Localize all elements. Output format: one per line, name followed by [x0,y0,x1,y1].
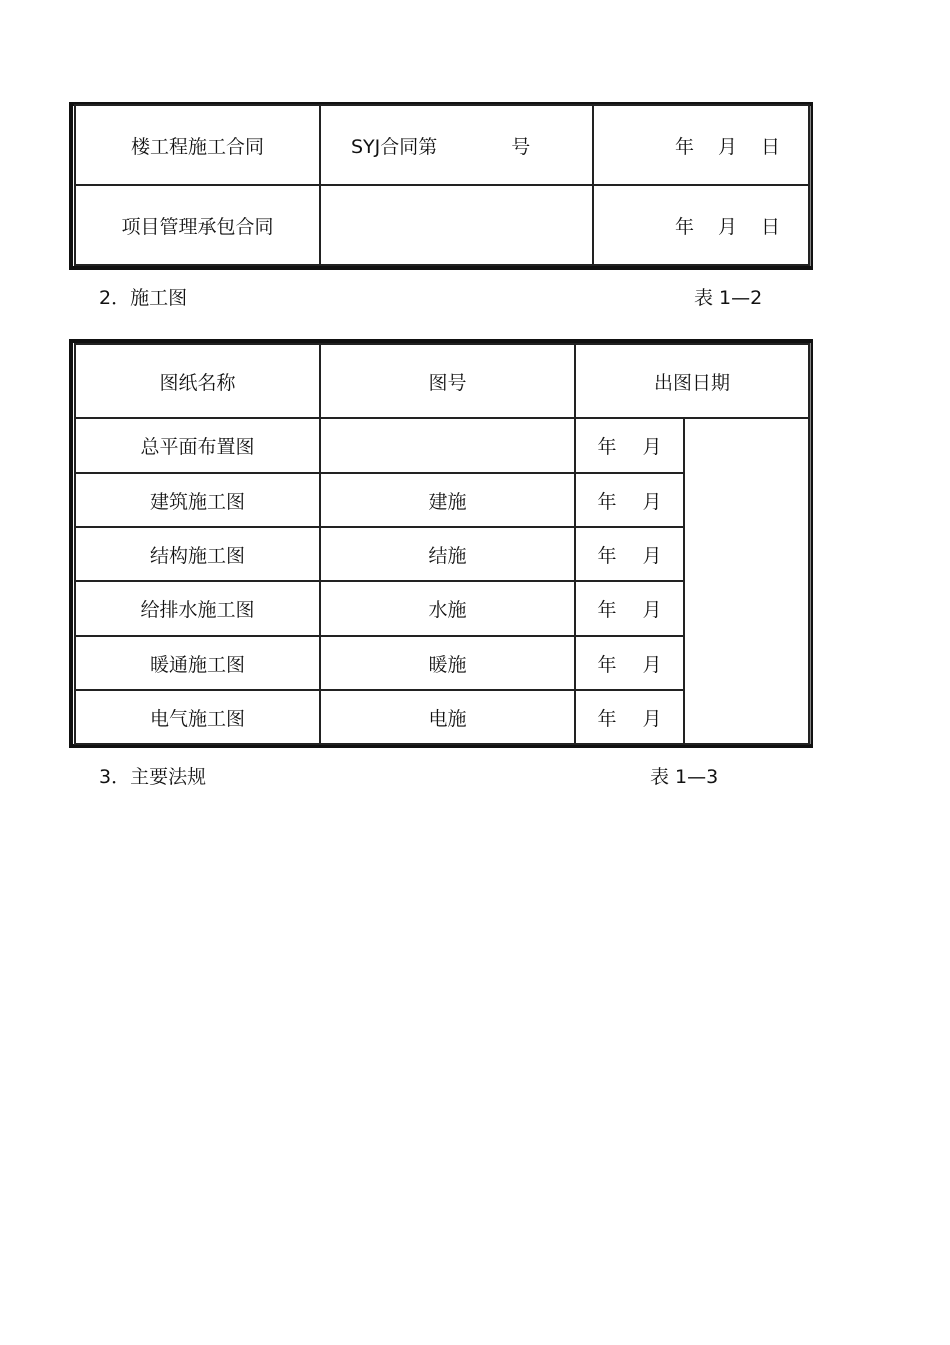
date-year: 年 [597,599,617,621]
section-2-table-number: 表 1—2 [694,287,763,309]
drawing-number: 电施 [320,690,575,744]
drawing-number: 水施 [320,581,575,636]
drawings-table [74,343,810,745]
date-month: 月 [717,135,737,158]
date-year: 年 [597,490,617,513]
date-year: 年 [597,544,617,567]
drawing-date [575,690,684,744]
date-month: 月 [717,215,737,238]
section-2-title: 2．施工图 [99,287,188,309]
date-year: 年 [597,707,617,730]
contract-table [74,104,810,266]
drawing-date [575,418,684,473]
date-day: 日 [760,215,780,238]
contract-name: 楼工程施工合同 [75,105,320,185]
drawing-number: 暖施 [320,636,575,690]
section-3-table-number: 表 1—3 [650,766,719,788]
drawing-date [575,527,684,581]
drawing-name: 总平面布置图 [75,418,320,473]
date-year: 年 [674,135,694,158]
date-month: 月 [642,707,662,730]
table-header-row [75,344,809,418]
contract-number [320,185,593,265]
date-year: 年 [597,436,617,458]
drawing-name: 电气施工图 [75,690,320,744]
contract-date [593,105,809,185]
blank-cell [684,418,809,744]
date-month: 月 [642,436,662,458]
contract-name: 项目管理承包合同 [75,185,320,265]
drawing-name: 暖通施工图 [75,636,320,690]
date-year: 年 [674,215,694,238]
drawing-name: 建筑施工图 [75,473,320,527]
contract-date [593,185,809,265]
drawing-number: 建施 [320,473,575,527]
table-row [75,185,809,265]
contract-number-suffix: 号 [511,135,531,158]
contract-number-prefix: SYJ合同第 [351,135,438,158]
date-day: 日 [760,135,780,158]
section-3-title: 3．主要法规 [99,766,207,788]
date-year: 年 [597,653,617,676]
date-month: 月 [642,599,662,621]
date-month: 月 [642,653,662,676]
table-row [75,418,809,473]
contract-number [320,105,593,185]
drawing-name: 给排水施工图 [75,581,320,636]
header-issue-date: 出图日期 [575,344,809,418]
header-drawing-number: 图号 [320,344,575,418]
drawing-number: 结施 [320,527,575,581]
date-month: 月 [642,544,662,567]
drawing-name: 结构施工图 [75,527,320,581]
header-drawing-name: 图纸名称 [75,344,320,418]
drawing-number [320,418,575,473]
date-month: 月 [642,490,662,513]
drawing-date [575,636,684,690]
drawing-date [575,581,684,636]
drawing-date [575,473,684,527]
table-row [75,105,809,185]
